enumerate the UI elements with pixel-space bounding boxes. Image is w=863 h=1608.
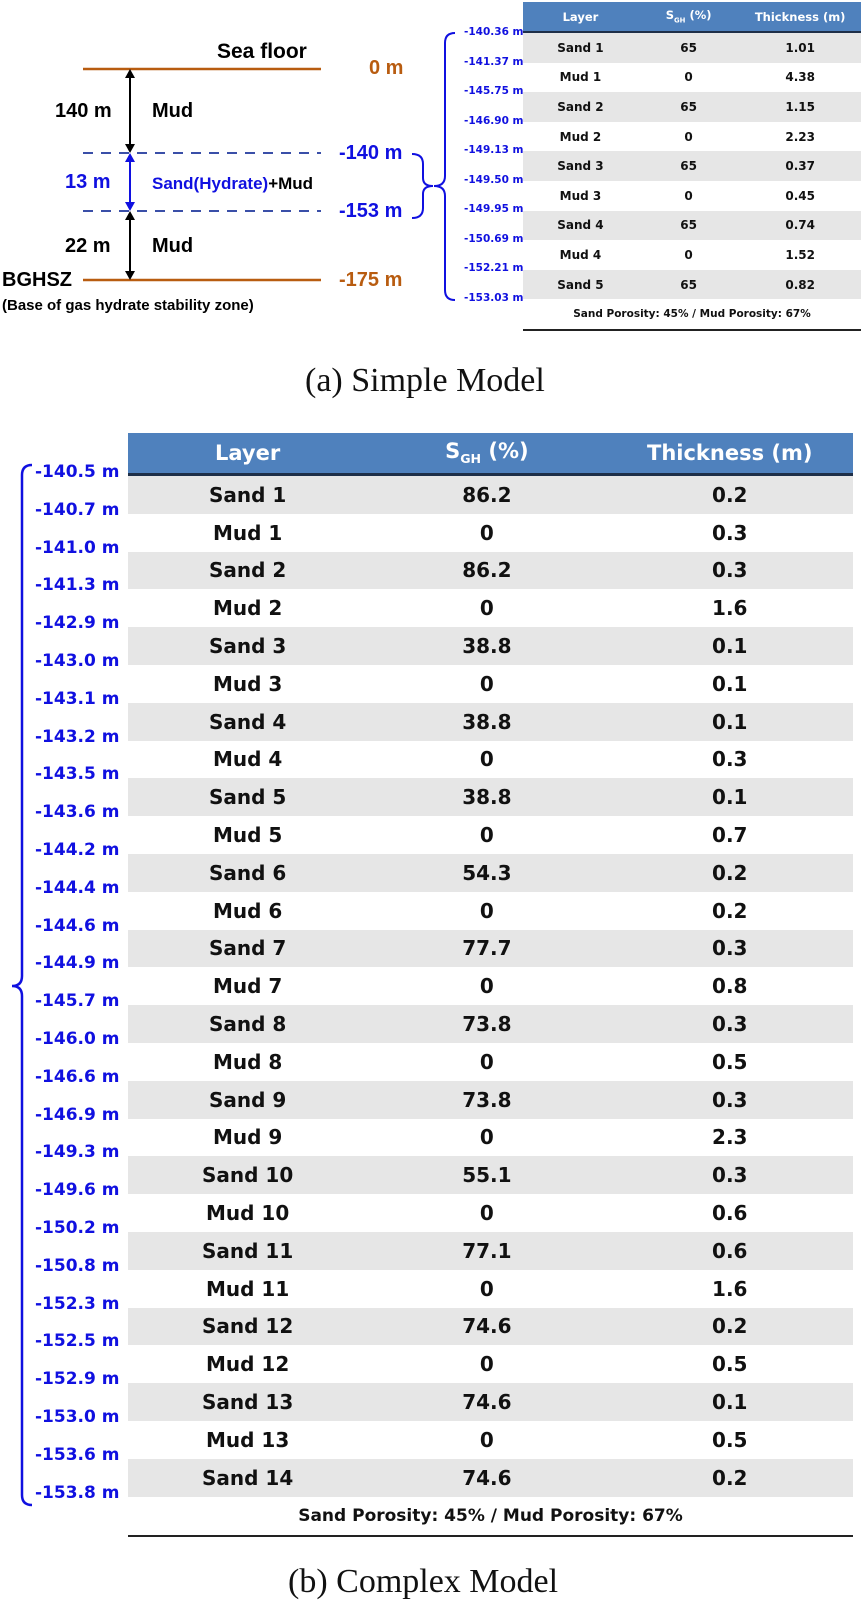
cell-thickness: 0.2 bbox=[712, 898, 748, 923]
cell-sgh: 0 bbox=[479, 823, 494, 848]
table-row bbox=[523, 211, 861, 241]
depth-value: -150.69 m bbox=[464, 232, 524, 245]
table-row bbox=[128, 475, 853, 514]
cell-sgh: 65 bbox=[638, 270, 739, 300]
cell-sgh: 38.8 bbox=[367, 778, 606, 816]
depth-value: -144.9 m bbox=[35, 953, 120, 974]
cell-thickness: 0.1 bbox=[607, 1383, 854, 1421]
cell-layer: Sand 13 bbox=[128, 1383, 367, 1421]
table-row bbox=[128, 816, 853, 854]
cell-thickness: 0.5 bbox=[712, 1352, 748, 1377]
caption-complex-model: (b) Complex Model bbox=[288, 1563, 559, 1600]
cell-thickness: 0.1 bbox=[607, 703, 854, 741]
table-row bbox=[128, 1459, 853, 1497]
cell-layer: Sand 4 bbox=[523, 211, 638, 241]
depth-value: -150.2 m bbox=[35, 1218, 120, 1238]
cell-sgh: 74.6 bbox=[367, 1383, 606, 1421]
table-row bbox=[128, 703, 853, 741]
simple-layer-table bbox=[523, 2, 861, 331]
cell-layer: Sand 3 bbox=[128, 627, 367, 665]
depth-value: -146.90 m bbox=[464, 114, 524, 127]
cell-sgh: 74.6 bbox=[367, 1308, 606, 1346]
depth-value: -149.95 m bbox=[464, 203, 524, 215]
cell-sgh: 54.3 bbox=[367, 854, 606, 892]
cell-sgh: 0 bbox=[479, 1125, 494, 1150]
depth-value: -143.0 m bbox=[35, 651, 120, 671]
table-row bbox=[128, 1194, 853, 1232]
depth-value: -153.8 m bbox=[35, 1482, 120, 1503]
table-row bbox=[128, 514, 853, 552]
cell-thickness: 0.2 bbox=[607, 1308, 854, 1346]
depth-value: -149.50 m bbox=[464, 173, 524, 186]
cell-thickness: 0.1 bbox=[712, 671, 748, 696]
depth-value: -146.0 m bbox=[35, 1029, 120, 1049]
header-sgh: $S_{GH}$ (%) bbox=[638, 2, 739, 32]
table-row bbox=[128, 1308, 853, 1346]
depth-value: -152.21 m bbox=[464, 262, 524, 274]
cell-sgh: 73.8 bbox=[367, 1081, 606, 1119]
table-header-row bbox=[523, 2, 861, 32]
depth-value: -145.7 m bbox=[35, 991, 120, 1012]
cell-sgh: 0 bbox=[684, 70, 693, 85]
sand-hydrate-label: Sand(Hydrate)+Mud bbox=[152, 174, 314, 193]
simple-depth-list bbox=[464, 26, 524, 316]
sea-floor-label: Sea floor bbox=[217, 40, 307, 63]
cell-thickness: 0.3 bbox=[607, 1005, 854, 1043]
cell-thickness: 0.74 bbox=[739, 211, 861, 241]
depth-value: -144.2 m bbox=[35, 840, 120, 860]
complex-depth-brace bbox=[12, 465, 32, 1505]
depth-153-label: -153 m bbox=[339, 200, 403, 222]
cell-layer: Mud 3 bbox=[559, 188, 602, 203]
cell-sgh: 0 bbox=[479, 1201, 494, 1226]
table-row bbox=[128, 1345, 853, 1383]
table-row bbox=[523, 122, 861, 152]
cell-sgh: 0 bbox=[479, 898, 494, 923]
cell-sgh: 38.8 bbox=[367, 627, 606, 665]
table-row bbox=[128, 1421, 853, 1459]
depth-value: -153.0 m bbox=[35, 1407, 120, 1427]
cell-layer: Sand 5 bbox=[523, 270, 638, 300]
cell-layer: Sand 2 bbox=[128, 552, 367, 590]
cell-sgh: 0 bbox=[479, 1352, 494, 1377]
table-row bbox=[128, 930, 853, 968]
depth-value: -145.75 m bbox=[464, 85, 524, 97]
small-brace bbox=[412, 154, 433, 218]
cell-layer: Sand 9 bbox=[128, 1081, 367, 1119]
table-footer: Sand Porosity: 45% / Mud Porosity: 67% bbox=[523, 299, 861, 330]
depth-zero-label: 0 m bbox=[369, 57, 404, 79]
cell-layer: Sand 3 bbox=[523, 151, 638, 181]
cell-sgh: 0 bbox=[479, 596, 494, 621]
cell-layer: Sand 11 bbox=[128, 1232, 367, 1270]
depth-value: -153.6 m bbox=[35, 1444, 120, 1465]
cell-sgh: 86.2 bbox=[367, 475, 606, 514]
mud-bottom-thickness: 22 m bbox=[65, 235, 111, 257]
depth-value: -141.3 m bbox=[35, 575, 120, 596]
cell-layer: Mud 8 bbox=[212, 1049, 283, 1074]
table-row bbox=[128, 1119, 853, 1157]
cell-sgh: 65 bbox=[638, 32, 739, 63]
depth-value: -142.9 m bbox=[35, 613, 120, 634]
table-row bbox=[523, 92, 861, 122]
depth-value: -143.6 m bbox=[35, 802, 120, 823]
caption-simple-model: (a) Simple Model bbox=[305, 362, 545, 399]
cell-layer: Mud 2 bbox=[212, 596, 283, 621]
cell-thickness: 0.2 bbox=[607, 854, 854, 892]
table-row bbox=[128, 854, 853, 892]
table-row bbox=[128, 1383, 853, 1421]
depth-value: -153.03 m bbox=[464, 291, 524, 304]
cell-thickness: 1.01 bbox=[739, 32, 861, 63]
cell-thickness: 0.7 bbox=[712, 823, 748, 848]
cell-sgh: 0 bbox=[479, 520, 494, 545]
cell-sgh: 38.8 bbox=[367, 703, 606, 741]
depth-value: -144.4 m bbox=[35, 877, 120, 898]
table-row bbox=[128, 778, 853, 816]
depth-value: -146.6 m bbox=[35, 1066, 120, 1087]
cell-layer: Mud 9 bbox=[212, 1125, 283, 1150]
cell-sgh: 0 bbox=[479, 1049, 494, 1074]
cell-layer: Mud 10 bbox=[205, 1201, 290, 1226]
cell-thickness: 0.6 bbox=[607, 1232, 854, 1270]
cell-thickness: 0.2 bbox=[607, 1459, 854, 1497]
mud-top-thickness: 140 m bbox=[55, 100, 112, 122]
cell-layer: Mud 4 bbox=[559, 247, 602, 262]
depth-value: -149.6 m bbox=[35, 1180, 120, 1201]
depth-list-brace bbox=[434, 33, 455, 300]
depth-value: -149.3 m bbox=[35, 1142, 120, 1163]
cell-layer: Sand 12 bbox=[128, 1308, 367, 1346]
table-row bbox=[128, 1270, 853, 1308]
depth-value: -141.0 m bbox=[35, 537, 120, 558]
cell-thickness: 2.23 bbox=[785, 129, 815, 144]
cell-layer: Mud 4 bbox=[212, 747, 283, 772]
table-row bbox=[128, 1005, 853, 1043]
table-row bbox=[523, 240, 861, 270]
cell-layer: Sand 6 bbox=[128, 854, 367, 892]
depth-value: -144.6 m bbox=[35, 915, 120, 936]
header-sgh: $S_{GH}$ (%) bbox=[367, 433, 606, 475]
table-row bbox=[128, 1156, 853, 1194]
header-layer: Layer bbox=[523, 2, 638, 32]
depth-value: -152.5 m bbox=[35, 1331, 120, 1352]
cell-thickness: 0.3 bbox=[607, 1081, 854, 1119]
bghsz-label: BGHSZ bbox=[2, 269, 72, 291]
cell-sgh: 74.6 bbox=[367, 1459, 606, 1497]
table-row bbox=[128, 589, 853, 627]
depth-value: -143.1 m bbox=[35, 688, 120, 709]
depth-value: -141.37 m bbox=[464, 55, 524, 68]
cell-thickness: 0.3 bbox=[712, 520, 748, 545]
depth-value: -140.5 m bbox=[35, 462, 120, 482]
table-row bbox=[128, 665, 853, 703]
depth-value: -140.36 m bbox=[464, 26, 524, 38]
cell-layer: Sand 2 bbox=[523, 92, 638, 122]
table-row bbox=[523, 151, 861, 181]
table-row bbox=[128, 1081, 853, 1119]
cell-layer: Sand 7 bbox=[128, 930, 367, 968]
table-row bbox=[128, 1043, 853, 1081]
table-row bbox=[523, 32, 861, 63]
cell-thickness: 0.3 bbox=[607, 1156, 854, 1194]
cell-layer: Mud 12 bbox=[205, 1352, 290, 1377]
cell-sgh: 0 bbox=[684, 247, 693, 262]
cell-sgh: 65 bbox=[638, 211, 739, 241]
depth-value: -146.9 m bbox=[35, 1104, 120, 1125]
cell-thickness: 0.5 bbox=[712, 1049, 748, 1074]
cell-layer: Mud 1 bbox=[559, 70, 602, 85]
cell-layer: Mud 3 bbox=[212, 671, 283, 696]
cell-layer: Mud 5 bbox=[212, 823, 283, 848]
cell-thickness: 0.82 bbox=[739, 270, 861, 300]
cell-thickness: 0.1 bbox=[607, 778, 854, 816]
depth-140-label: -140 m bbox=[339, 142, 403, 164]
cell-layer: Sand 14 bbox=[128, 1459, 367, 1497]
mud-top-label: Mud bbox=[152, 100, 194, 122]
cell-sgh: 77.1 bbox=[367, 1232, 606, 1270]
cell-sgh: 0 bbox=[479, 1427, 494, 1452]
table-row bbox=[128, 1232, 853, 1270]
cell-sgh: 0 bbox=[479, 1276, 494, 1301]
depth-value: -140.7 m bbox=[35, 499, 120, 520]
cell-thickness: 4.38 bbox=[785, 70, 815, 85]
header-thickness: Thickness (m) bbox=[607, 433, 854, 475]
depth-value: -143.5 m bbox=[35, 764, 120, 785]
depth-value: -149.13 m bbox=[464, 144, 524, 156]
cell-thickness: 0.3 bbox=[712, 747, 748, 772]
cell-layer: Sand 8 bbox=[128, 1005, 367, 1043]
table-row bbox=[128, 741, 853, 779]
cell-sgh: 65 bbox=[638, 92, 739, 122]
cell-thickness: 0.2 bbox=[607, 475, 854, 514]
cell-layer: Sand 1 bbox=[523, 32, 638, 63]
cell-sgh: 0 bbox=[479, 974, 494, 999]
cell-layer: Mud 11 bbox=[205, 1276, 290, 1301]
complex-depth-list bbox=[35, 462, 125, 1502]
cell-sgh: 73.8 bbox=[367, 1005, 606, 1043]
complex-layer-table bbox=[128, 433, 853, 1537]
table-header-row bbox=[128, 433, 853, 475]
table-row bbox=[128, 967, 853, 1005]
mud-bottom-label: Mud bbox=[152, 235, 194, 257]
cell-sgh: 77.7 bbox=[367, 930, 606, 968]
cell-layer: Sand 4 bbox=[128, 703, 367, 741]
header-thickness: Thickness (m) bbox=[739, 2, 861, 32]
bghsz-description: (Base of gas hydrate stability zone) bbox=[2, 297, 254, 314]
table-row bbox=[128, 552, 853, 590]
cell-sgh: 55.1 bbox=[367, 1156, 606, 1194]
table-row bbox=[128, 627, 853, 665]
cell-thickness: 1.15 bbox=[739, 92, 861, 122]
header-layer: Layer bbox=[128, 433, 367, 475]
depth-value: -150.8 m bbox=[35, 1255, 120, 1276]
cell-sgh: 65 bbox=[638, 151, 739, 181]
cell-thickness: 0.6 bbox=[712, 1201, 748, 1226]
cell-layer: Mud 1 bbox=[212, 520, 283, 545]
cell-layer: Mud 13 bbox=[205, 1427, 290, 1452]
cell-layer: Sand 10 bbox=[128, 1156, 367, 1194]
cell-layer: Sand 5 bbox=[128, 778, 367, 816]
cell-sgh: 0 bbox=[684, 129, 693, 144]
cell-layer: Sand 1 bbox=[128, 475, 367, 514]
cell-thickness: 0.3 bbox=[607, 552, 854, 590]
cell-thickness: 2.3 bbox=[712, 1125, 748, 1150]
cell-layer: Mud 6 bbox=[212, 898, 283, 923]
cell-thickness: 0.3 bbox=[607, 930, 854, 968]
table-row bbox=[128, 892, 853, 930]
cell-sgh: 0 bbox=[684, 188, 693, 203]
cell-thickness: 0.1 bbox=[607, 627, 854, 665]
table-footer: Sand Porosity: 45% / Mud Porosity: 67% bbox=[128, 1497, 853, 1536]
depth-175-label: -175 m bbox=[339, 269, 403, 291]
cell-thickness: 1.6 bbox=[712, 596, 748, 621]
depth-value: -152.9 m bbox=[35, 1369, 120, 1390]
cell-layer: Mud 7 bbox=[212, 974, 283, 999]
cell-thickness: 1.52 bbox=[785, 247, 815, 262]
depth-value: -152.3 m bbox=[35, 1293, 120, 1314]
table-row bbox=[523, 63, 861, 93]
cell-sgh: 0 bbox=[479, 747, 494, 772]
cell-thickness: 0.37 bbox=[739, 151, 861, 181]
depth-value: -143.2 m bbox=[35, 726, 120, 747]
cell-thickness: 0.8 bbox=[712, 974, 748, 999]
cell-layer: Mud 2 bbox=[559, 129, 602, 144]
cell-thickness: 1.6 bbox=[712, 1276, 748, 1301]
cell-sgh: 0 bbox=[479, 671, 494, 696]
table-row bbox=[523, 181, 861, 211]
cell-thickness: 0.45 bbox=[785, 188, 815, 203]
table-row bbox=[523, 270, 861, 300]
sand-thickness: 13 m bbox=[65, 171, 111, 193]
cell-sgh: 86.2 bbox=[367, 552, 606, 590]
cell-thickness: 0.5 bbox=[712, 1427, 748, 1452]
